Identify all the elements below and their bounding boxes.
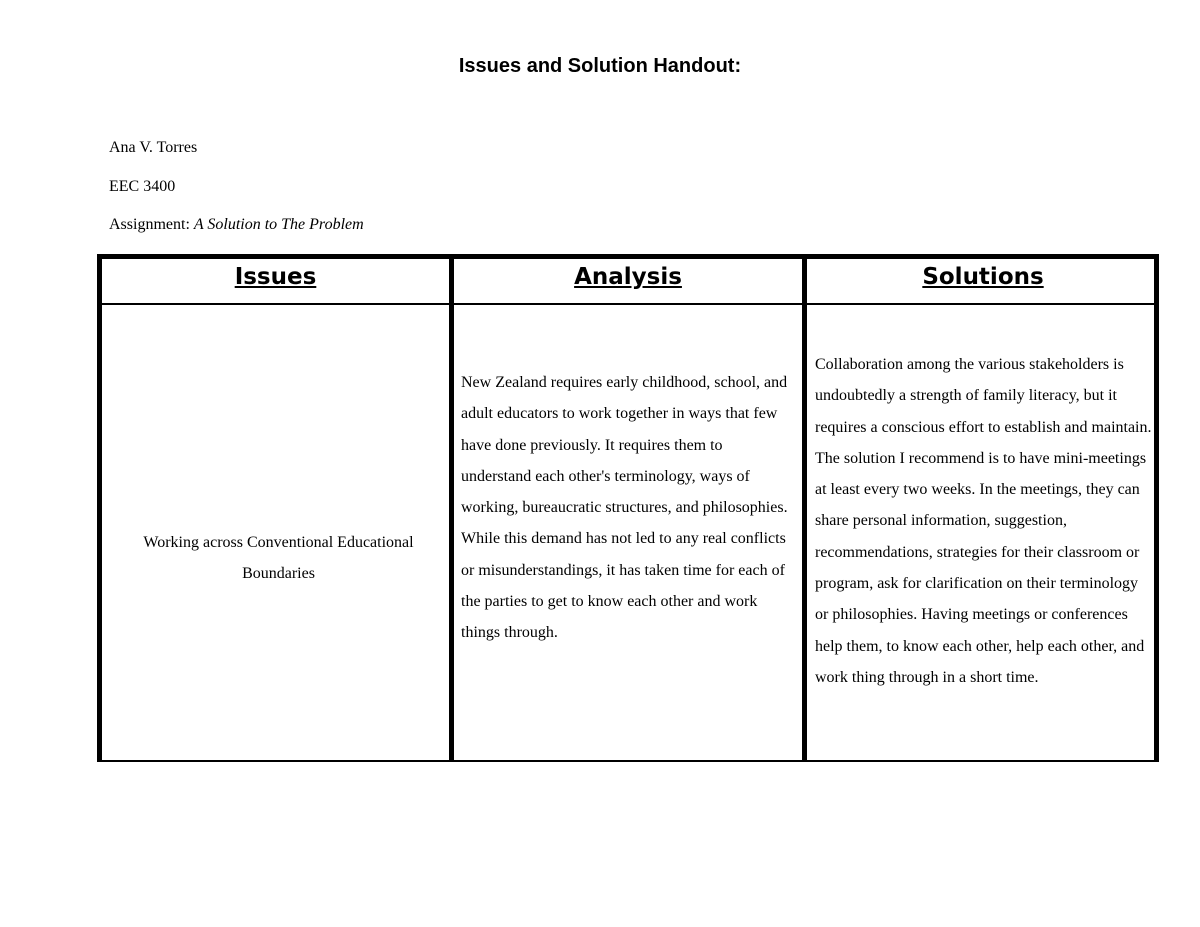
assignment-title: A Solution to The Problem [193, 216, 364, 233]
issues-table [97, 254, 1159, 762]
column-divider [802, 259, 807, 760]
header-divider [102, 303, 1154, 305]
header-analysis: Analysis [574, 264, 682, 290]
issue-cell: Working across Conventional Educational Boundaries [143, 534, 414, 583]
assignment-label: Assignment: [109, 216, 194, 233]
column-divider [449, 259, 454, 760]
author-name: Ana V. Torres [109, 139, 198, 156]
header-issues: Issues [234, 264, 317, 290]
analysis-cell: New Zealand requires early childhood, school, and adult educators to work together in ways that few have done previously. It requires them to understand each other's terminology, ways of working, bureaucratic structures, and philosophies. While this demand has not led to any real conflicts or misunderstandings, it has taken time for each of the parties to get to know each other and work things through. [461, 374, 788, 642]
header-solutions: Solutions [922, 264, 1044, 290]
course-code: EEC 3400 [109, 178, 176, 195]
solution-cell: Collaboration among the various stakeholders is undoubtedly a strength of family literacy, but it requires a conscious effort to establish and maintain. The solution I recommend is to have mini-meetings at least every two weeks. In the meetings, they can share personal information, suggestion, recommendations, strategies for their classroom or program, ask for clarification on their terminology or philosophies. Having meetings or conferences help them, to know each other, help each other, and work thing through in a short time. [815, 356, 1152, 686]
assignment-line [109, 216, 364, 234]
page-title: Issues and Solution Handout: [458, 55, 742, 77]
